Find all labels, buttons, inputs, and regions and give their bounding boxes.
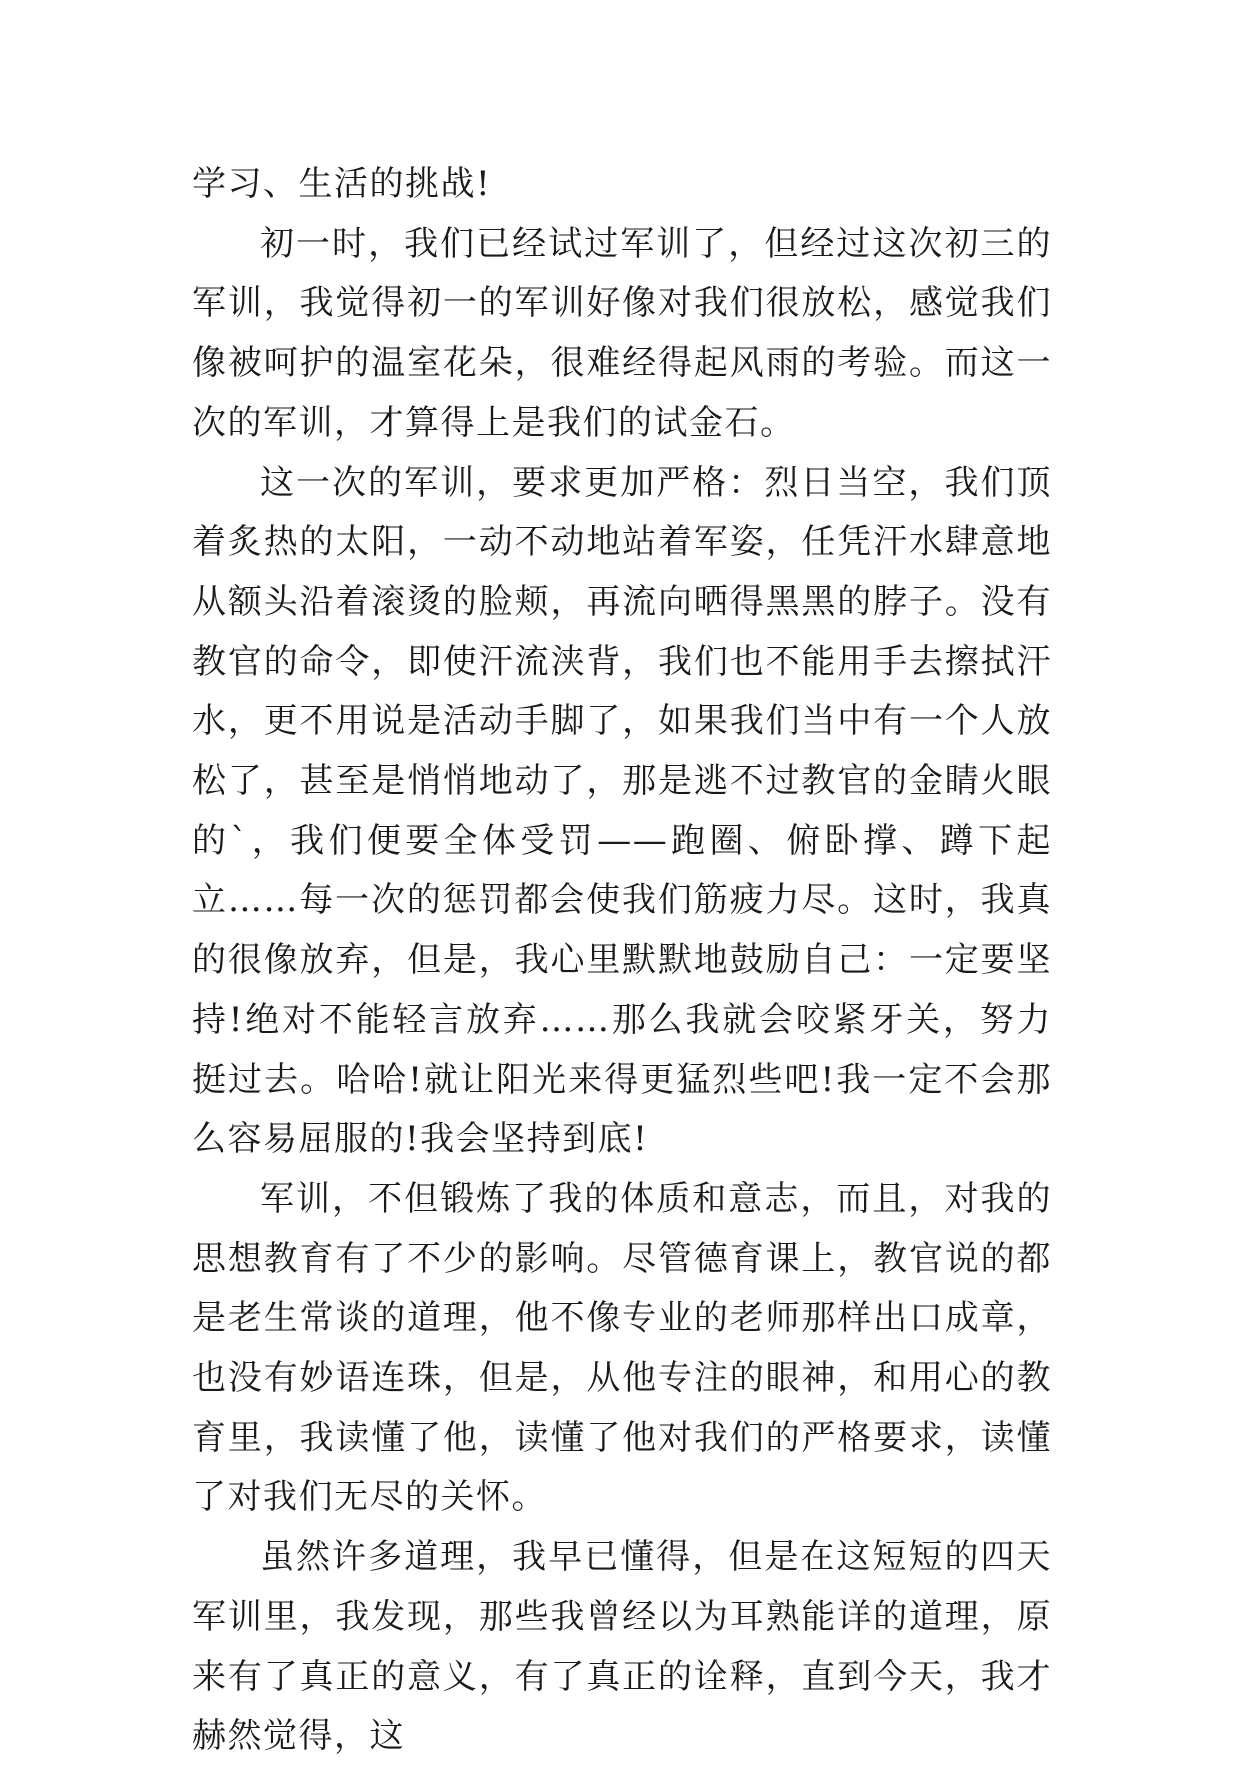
paragraph-3: 这一次的军训，要求更加严格：烈日当空，我们顶着炙热的太阳，一动不动地站着军姿，任凭汗水肆意地从额头沿着滚烫的脸颊，再流向晒得黑黑的脖子。没有教官的命令，即使汗流浃背，我们也不能用手去擦拭汗水，更不用说是活动手脚了，如果我们当中有一个人放松了，甚至是悄悄地动了，那是逃不过教官的金睛火眼的`，我们便要全体受罚——跑圈、俯卧撑、蹲下起立……每一次的惩罚都会使我们筋疲力尽。这时，我真的很像放弃，但是，我心里默默地鼓励自己：一定要坚持!绝对不能轻言放弃……那么我就会咬紧牙关，努力挺过去。哈哈!就让阳光来得更猛烈些吧!我一定不会那么容易屈服的!我会坚持到底! [192,462,1052,1160]
paragraph-4: 军训，不但锻炼了我的体质和意志，而且，对我的思想教育有了不少的影响。尽管德育课上，教官说的都是老生常谈的道理，他不像专业的老师那样出口成章，也没有妙语连珠，但是，从他专注的眼神，和用心的教育里，我读懂了他，读懂了他对我们的严格要求，读懂了对我们无尽的关怀。 [192,1178,1052,1518]
paragraph-2: 初一时，我们已经试过军训了，但经过这次初三的军训，我觉得初一的军训好像对我们很放松，感觉我们像被呵护的温室花朵，很难经得起风雨的考验。而这一次的军训，才算得上是我们的试金石。 [192,223,1052,443]
essay-body [192,155,1052,1767]
paragraph-1: 学习、生活的挑战! [192,164,492,204]
paragraph-5: 虽然许多道理，我早已懂得，但是在这短短的四天军训里，我发现，那些我曾经以为耳熟能详的道理，原来有了真正的意义，有了真正的诠释，直到今天，我才赫然觉得，这 [192,1537,1052,1757]
